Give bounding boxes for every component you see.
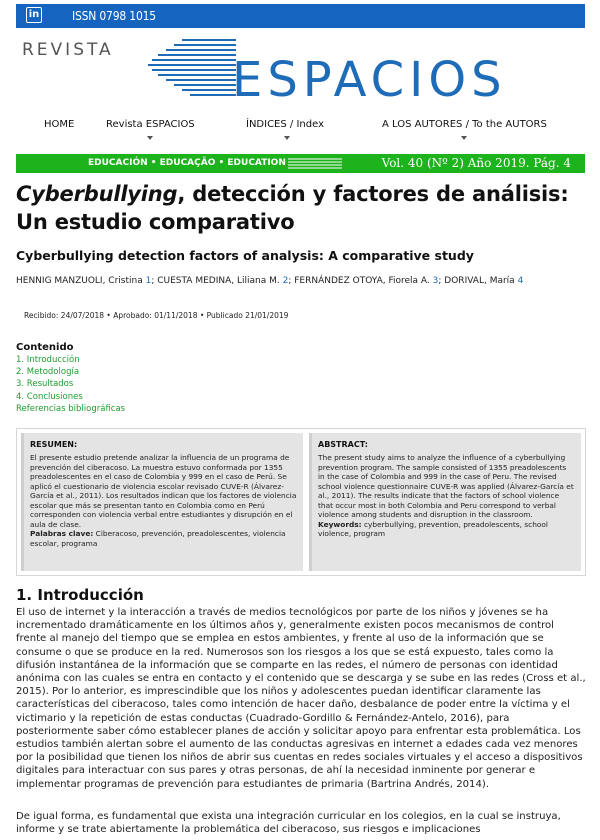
title-rest: , detección y factores de análisis: Un estudio comparativo xyxy=(16,182,569,234)
publication-dates: Recibido: 24/07/2018 • Aprobado: 01/11/2018 • Publicado 21/01/2019 xyxy=(24,311,289,320)
nav-indices[interactable]: ÍNDICES / Index xyxy=(246,119,324,130)
abstract-panel xyxy=(16,428,586,576)
contents-link[interactable]: 4. Conclusiones xyxy=(16,391,83,402)
keywords-value: Ciberacoso, prevención, preadolescentes, violencia escolar, programa xyxy=(30,529,286,548)
title-italic: Cyberbullying xyxy=(16,182,178,206)
contents-link[interactable]: 2. Metodología xyxy=(16,367,80,378)
article-title xyxy=(16,180,586,236)
section-label[interactable]: EDUCACIÓN • EDUCAÇÃO • EDUCATION xyxy=(88,158,286,168)
abstract-text: The present study aims to analyze the influence of a cyberbullying prevention program. The sample consisted of 1355 preadolescents in the case of Colombia and 999 in the case of Peru. The revised school violence questionnaire CUVE-R was applied (Álvarez-García et al., 2011). The results indicate that the factors of school violence that occur most in both Colombia and Peru correspond to verbal violence among students and disruption in the classroom. xyxy=(318,453,574,519)
author-name: DORIVAL, María xyxy=(444,276,515,286)
linkedin-icon[interactable]: in xyxy=(26,7,42,23)
nav-autores[interactable]: A LOS AUTORES / To the AUTORS xyxy=(382,119,547,130)
author-name: HENNIG MANZUOLI, Cristina xyxy=(16,276,143,286)
contents-link[interactable]: 3. Resultados xyxy=(16,379,74,390)
volume-info: Vol. 40 (Nº 2) Año 2019. Pág. 4 xyxy=(381,156,571,170)
contents-link[interactable]: Referencias bibliográficas xyxy=(16,403,126,414)
chevron-down-icon[interactable] xyxy=(284,136,290,140)
section-heading-intro: 1. Introducción xyxy=(16,586,144,604)
article-subtitle: Cyberbullying detection factors of analysis: A comparative study xyxy=(16,248,474,263)
logo-revista-text: REVISTA xyxy=(22,40,114,60)
nav-home[interactable]: HOME xyxy=(44,119,75,130)
resumen-keywords xyxy=(30,529,297,548)
intro-paragraph: El uso de internet y la interacción a través de medios tecnológicos por parte de los niños y jóvenes se ha incrementado dramáticamente en los últimos años y, generalmente existen pocos mecanismos de control frente al manejo del tiempo que se emplea en estos ambientes, y frente al uso de la información que se consume o que se produce en la red. Numerosos son los riesgos a los que se está expuesto, tales como la difusión instantánea de la información que se comparte en las redes, el número de personas con identidad anónima con las cuales se entra en contacto y el contenido que se descarga y se sube en las redes (Cross et al., 2015). Por lo anterior, es imprescindible que los niños y adolescentes puedan identificar claramente las características del ciberacoso, tales como intención de hacer daño, desbalance de poder entre la víctima y el victimario y la repetición de estas conductas (Cuadrado-Gordillo & Fernández-Antelo, 2016), para posteriormente saber cómo establecer planes de acción y solicitar apoyo para enfrentar esta problemática. Los estudios también alertan sobre el aumento de las conductas agresivas en internet a edades cada vez menores por la posibilidad que tienen los niños de abrir sus cuentas en redes sociales virtuales y el acceso a dispositivos digitales para interactuar con sus pares y otras personas, de ahí la necesidad inminente por generar e implementar programas de prevención para estudiantes de primaria (Bartrina Andrés, 2014). xyxy=(16,607,586,790)
author-name: FERNÁNDEZ OTOYA, Fiorela A. xyxy=(294,276,430,286)
resumen-heading: RESUMEN: xyxy=(30,440,78,449)
keywords-label: Palabras clave: xyxy=(30,529,94,538)
contents-link[interactable]: 1. Introducción xyxy=(16,355,80,365)
abstract-keywords xyxy=(318,520,575,539)
site-logo[interactable] xyxy=(16,30,585,110)
author-ref-link[interactable]: 3 xyxy=(432,276,439,286)
contents-heading: Contenido xyxy=(16,342,74,353)
author-ref-link[interactable]: 1 xyxy=(145,276,152,286)
author-ref-link[interactable]: 2 xyxy=(282,276,289,286)
author-sep: ; xyxy=(438,276,445,286)
nav-revista-espacios[interactable]: Revista ESPACIOS xyxy=(106,119,195,130)
intro-paragraph: De igual forma, es fundamental que exista una integración curricular en los colegios, en la cual se instruya, informe y se trate abiertamente la problemática del ciberacoso, sus riesgos e implicaciones xyxy=(16,811,561,836)
issn-label: ISSN 0798 1015 xyxy=(72,9,156,23)
resumen-text: El presente estudio pretende analizar la influencia de un programa de prevención del ciberacoso. La muestra estuvo conformada por 1355 preadolescentes en el caso de Colombia y 999 en el caso de Perú. Se aplicó el cuestionario de violencia escolar revisado CUVE-R (Álvarez-García et al., 2011). Los resultados indican que los factores de violencia escolar que más se presentan tanto en Colombia como en Perú corresponden con violencia verbal entre estudiantes y disrupción en el aula de clase. xyxy=(30,453,297,529)
resumen-box xyxy=(21,433,303,571)
author-ref-link[interactable]: 4 xyxy=(517,276,524,286)
abstract-heading: ABSTRACT: xyxy=(318,440,368,449)
author-list xyxy=(16,275,582,288)
abstract-box xyxy=(309,433,581,571)
author-sep: ; xyxy=(151,276,158,286)
author-name: CUESTA MEDINA, Liliana M. xyxy=(157,276,280,286)
chevron-down-icon[interactable] xyxy=(461,136,467,140)
main-nav xyxy=(16,114,585,154)
chevron-down-icon[interactable] xyxy=(147,136,153,140)
top-bar xyxy=(16,4,585,28)
contents-list xyxy=(16,354,125,415)
keywords-value: cyberbullying, prevention, preadolescents, school violence, program xyxy=(318,519,548,538)
keywords-label: Keywords: xyxy=(318,519,362,529)
logo-stripes-icon xyxy=(122,38,236,98)
logo-espacios-text: ESPACIOS xyxy=(232,52,507,108)
author-sep: ; xyxy=(288,276,295,286)
section-bar xyxy=(16,154,585,173)
section-stripes-icon xyxy=(288,158,342,169)
